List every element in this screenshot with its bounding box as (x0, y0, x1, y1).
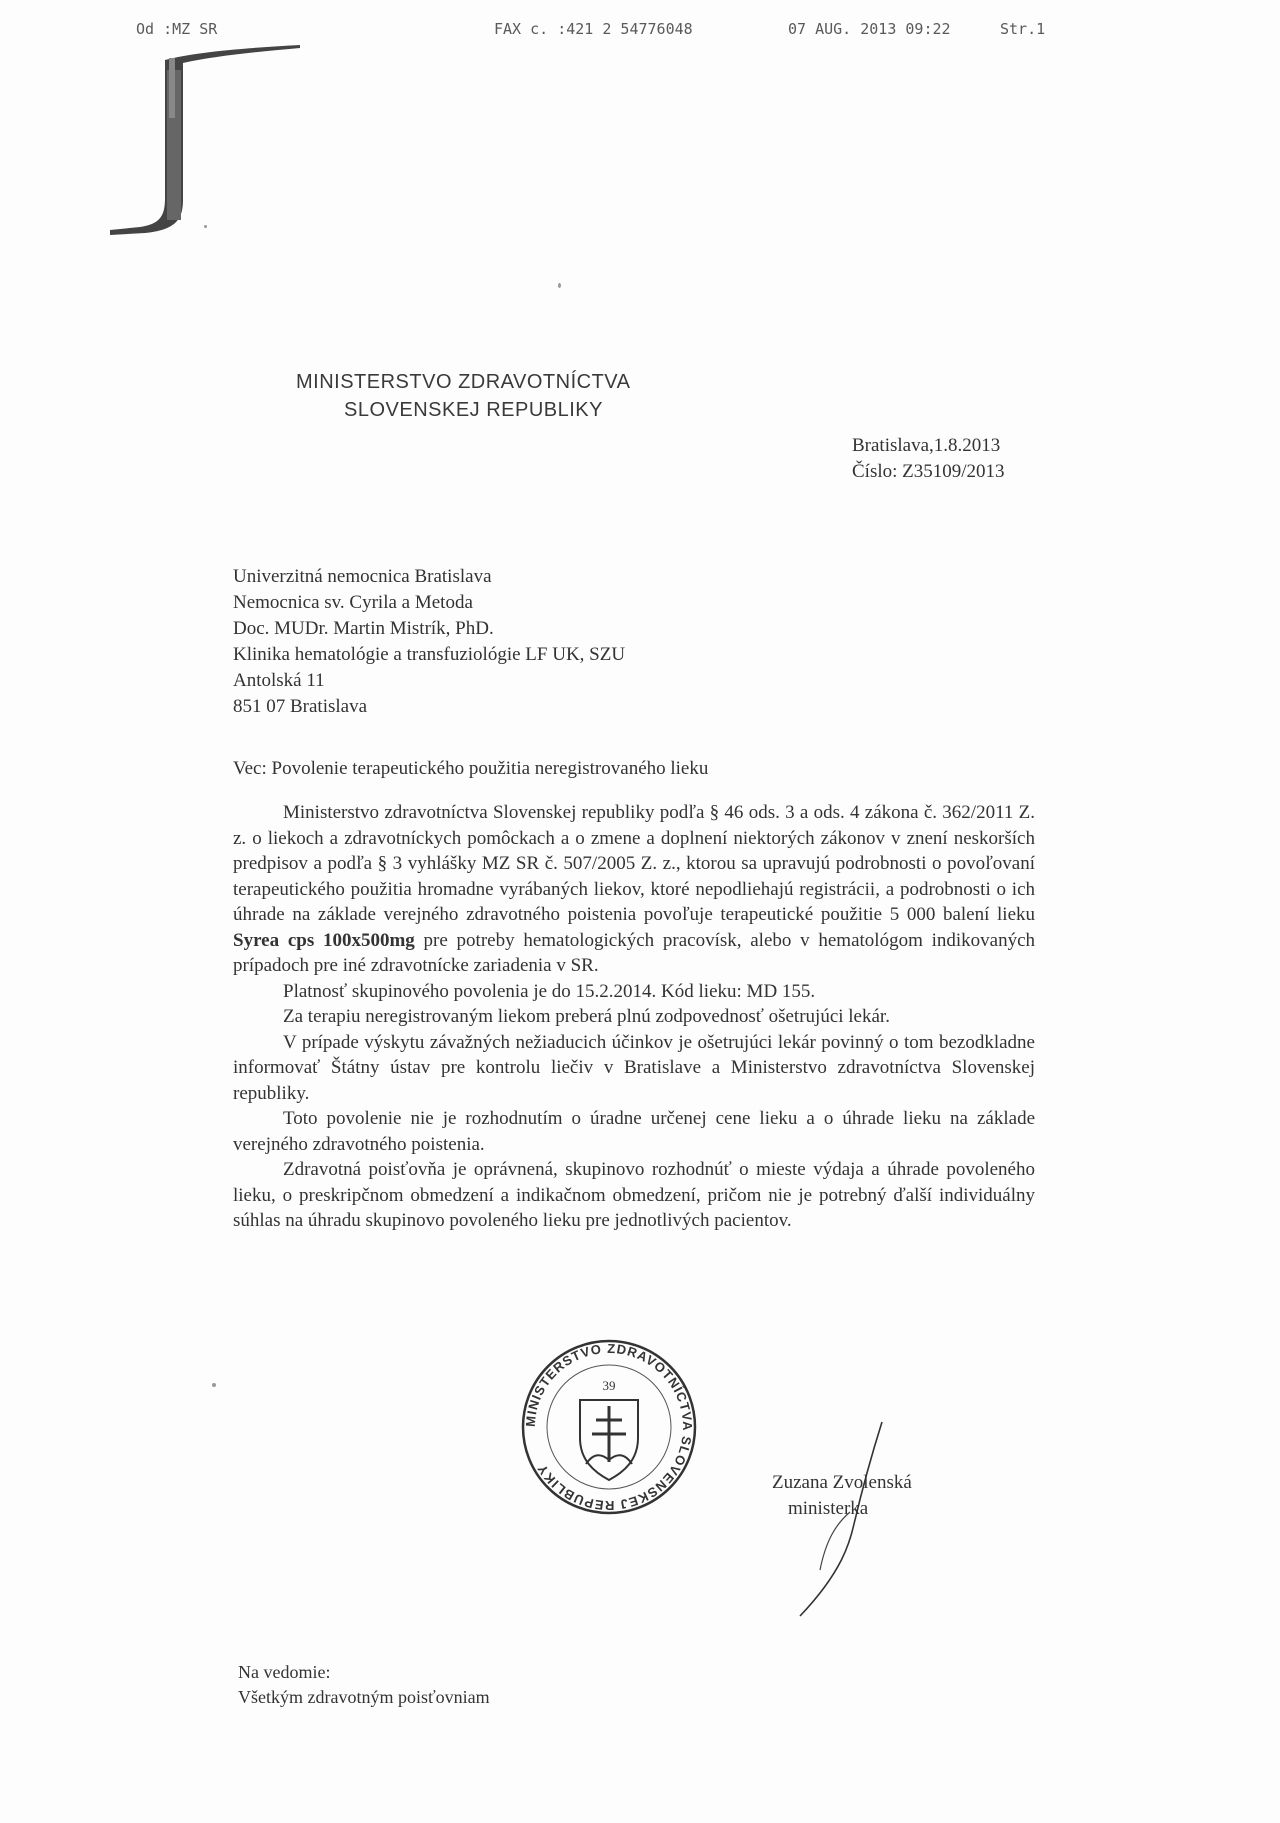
body-paragraph-6: Zdravotná poisťovňa je oprávnená, skupinovo rozhodnúť o mieste výdaja a úhrade povoleného lieku, o preskripčnom obmedzení a indikačnom obmedzení, pričom nie je potrebný ďalší individuálny súhlas na úhradu skupinovo povoleného lieku pre jednotlivých pacientov. (233, 1159, 1035, 1231)
stamp-text: MINISTERSTVO ZDRAVOTNÍCTVA SLOVENSKEJ REPUBLIKY (522, 1340, 696, 1514)
official-stamp (520, 1338, 698, 1516)
signer-role: ministerka (788, 1498, 869, 1519)
addressee-line: Antolská 11 (233, 670, 325, 691)
body-p1-text-end: pre potreby hematologických pracovísk, alebo v hematológom indikovaných prípadoch pre iné zdravotnícke zariadenia v SR. (233, 929, 1036, 976)
fax-number: FAX c. :421 2 54776048 (494, 20, 693, 38)
addressee-line: Klinika hematológie a transfuziológie LF UK, SZU (233, 644, 626, 665)
body-paragraph-5: Toto povolenie nie je rozhodnutím o úradne určenej cene lieku a o úhrade lieku na základe verejného zdravotného poistenia. (233, 1108, 1035, 1155)
subject-line: Vec: Povolenie terapeutického použitia neregistrovaného lieku (233, 758, 709, 779)
signer-name: Zuzana Zvolenská (772, 1472, 912, 1493)
date-block (852, 433, 1005, 485)
fax-sender: Od :MZ SR (136, 20, 218, 38)
body-paragraph-1 (233, 800, 1035, 979)
addressee-line: Doc. MUDr. Martin Mistrík, PhD. (233, 618, 494, 639)
addressee-block (233, 564, 625, 720)
fax-datetime: 07 AUG. 2013 09:22 (788, 20, 951, 38)
body-p1-text: Ministerstvo zdravotníctva Slovenskej republiky podľa § 46 ods. 3 a ods. 4 zákona č. 362/2011 Z. z. o liekoch a zdravotníckych pomôckach a o zmene a doplnení niektorých zákonov v znení neskorších predpisov a podľa § 3 vyhlášky MZ SR č. 507/2005 Z. z., ktorou sa upravujú podrobnosti o povoľovaní terapeutického použitia hromadne vyrábaných liekov, ktoré nepodliehajú registrácii, a podrobnosti o ich úhrade na základe verejného zdravotného poistenia povoľuje terapeutické použitie 5 000 balení lieku (233, 802, 1035, 925)
addressee-line: 851 07 Bratislava (233, 696, 368, 717)
body-paragraph-2: Platnosť skupinového povolenia je do 15.2.2014. Kód lieku: MD 155. (283, 980, 816, 1002)
addressee-line: Univerzitná nemocnica Bratislava (233, 566, 492, 587)
letter-body (233, 800, 1035, 1234)
cc-label: Na vedomie: (238, 1662, 331, 1682)
ministry-logo-icon (105, 30, 305, 250)
ministry-header (296, 368, 631, 424)
place-date: Bratislava,1.8.2013 (852, 435, 1001, 456)
reference-number: Číslo: Z35109/2013 (852, 461, 1005, 482)
stamp-number: 39 (602, 1378, 616, 1393)
cc-block (238, 1660, 490, 1710)
body-paragraph-3: Za terapiu neregistrovaným liekom preberá plnú zodpovednosť ošetrujúci lekár. (283, 1006, 890, 1027)
ministry-name-line2: SLOVENSKEJ REPUBLIKY (344, 399, 603, 421)
drug-name: Syrea cps 100x500mg (233, 929, 415, 951)
body-paragraph-4: V prípade výskytu závažných nežiaducich účinkov je ošetrujúci lekár povinný o tom bezodkladne informovať Štátny ústav pre kontrolu liečiv v Bratislave a Ministerstvo zdravotníctva Slovenskej republiky. (233, 1031, 1035, 1104)
signer-block (772, 1470, 912, 1522)
addressee-line: Nemocnica sv. Cyrila a Metoda (233, 592, 473, 613)
ministry-name-line1: MINISTERSTVO ZDRAVOTNÍCTVA (296, 371, 631, 393)
cc-recipient: Všetkým zdravotným poisťovniam (238, 1687, 490, 1707)
fax-page-number: Str.1 (1000, 20, 1046, 38)
